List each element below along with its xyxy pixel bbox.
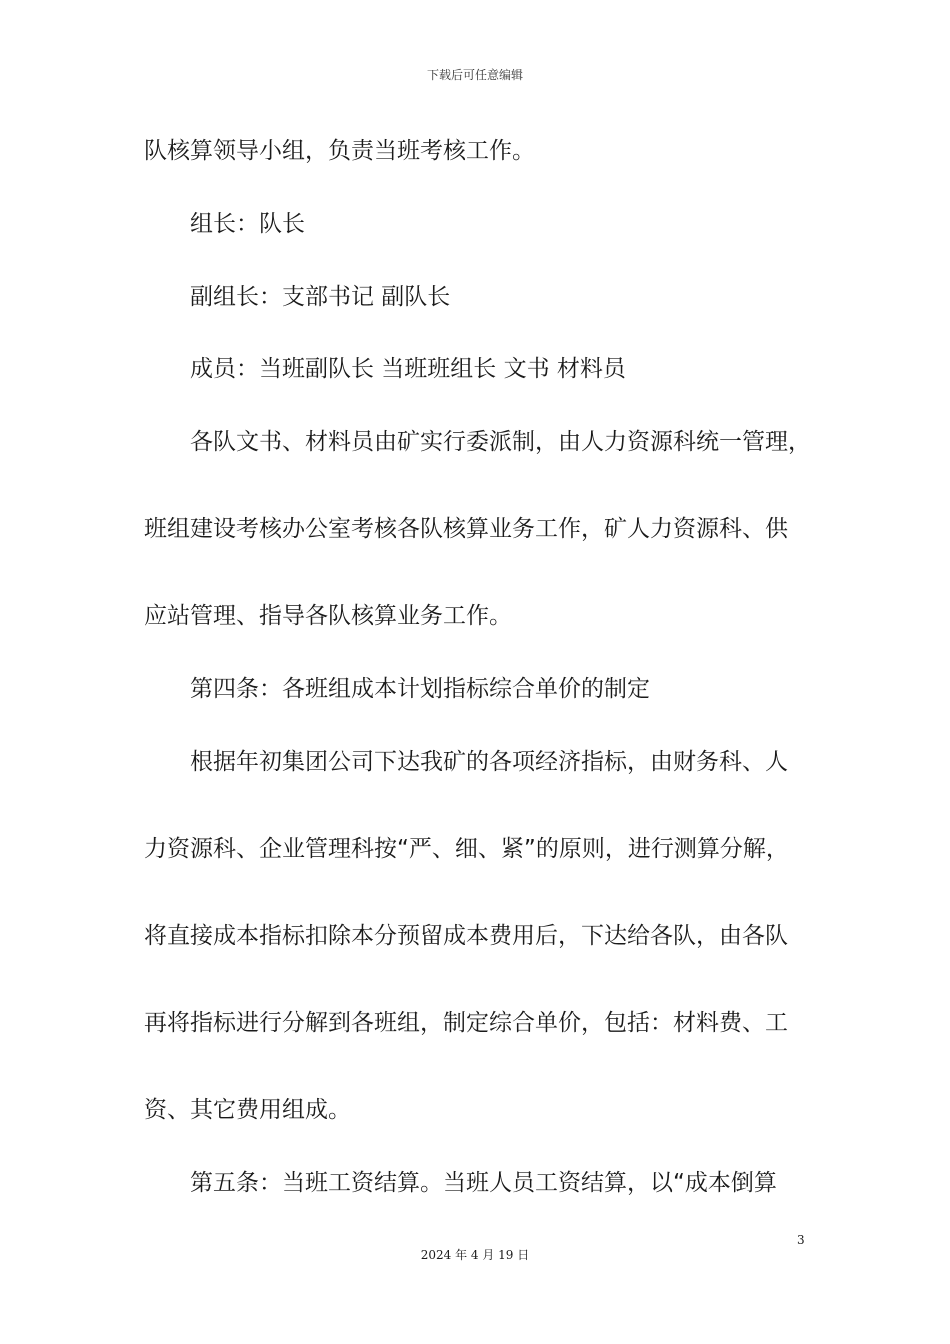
- body-line-14: 第五条：当班工资结算。当班人员工资结算，以“成本倒算: [190, 1170, 777, 1196]
- body-line-13: 资、其它费用组成。: [144, 1097, 351, 1123]
- body-line-11: 将直接成本指标扣除本分预留成本费用后，下达给各队，由各队: [144, 923, 788, 949]
- body-line-2: 组长：队长: [190, 211, 305, 237]
- body-line-8: 第四条：各班组成本计划指标综合单价的制定: [190, 676, 650, 702]
- body-line-12: 再将指标进行分解到各班组，制定综合单价，包括：材料费、工: [144, 1010, 788, 1036]
- footer-date: 2024 年 4 月 19 日: [420, 1248, 530, 1262]
- body-line-4: 成员：当班副队长 当班班组长 文书 材料员: [190, 356, 626, 382]
- body-line-10: 力资源科、企业管理科按“严、细、紧”的原则，进行测算分解，: [144, 836, 789, 862]
- body-line-3: 副组长：支部书记 副队长: [190, 284, 451, 310]
- body-line-6: 班组建设考核办公室考核各队核算业务工作，矿人力资源科、供: [144, 516, 788, 542]
- page-number: 3: [797, 1233, 805, 1247]
- body-line-7: 应站管理、指导各队核算业务工作。: [144, 603, 512, 629]
- body-line-9: 根据年初集团公司下达我矿的各项经济指标，由财务科、人: [190, 749, 788, 775]
- body-line-1: 队核算领导小组，负责当班考核工作。: [144, 138, 535, 164]
- body-line-5: 各队文书、材料员由矿实行委派制，由人力资源科统一管理，: [190, 429, 811, 455]
- page-header: 下载后可任意编辑: [426, 68, 523, 82]
